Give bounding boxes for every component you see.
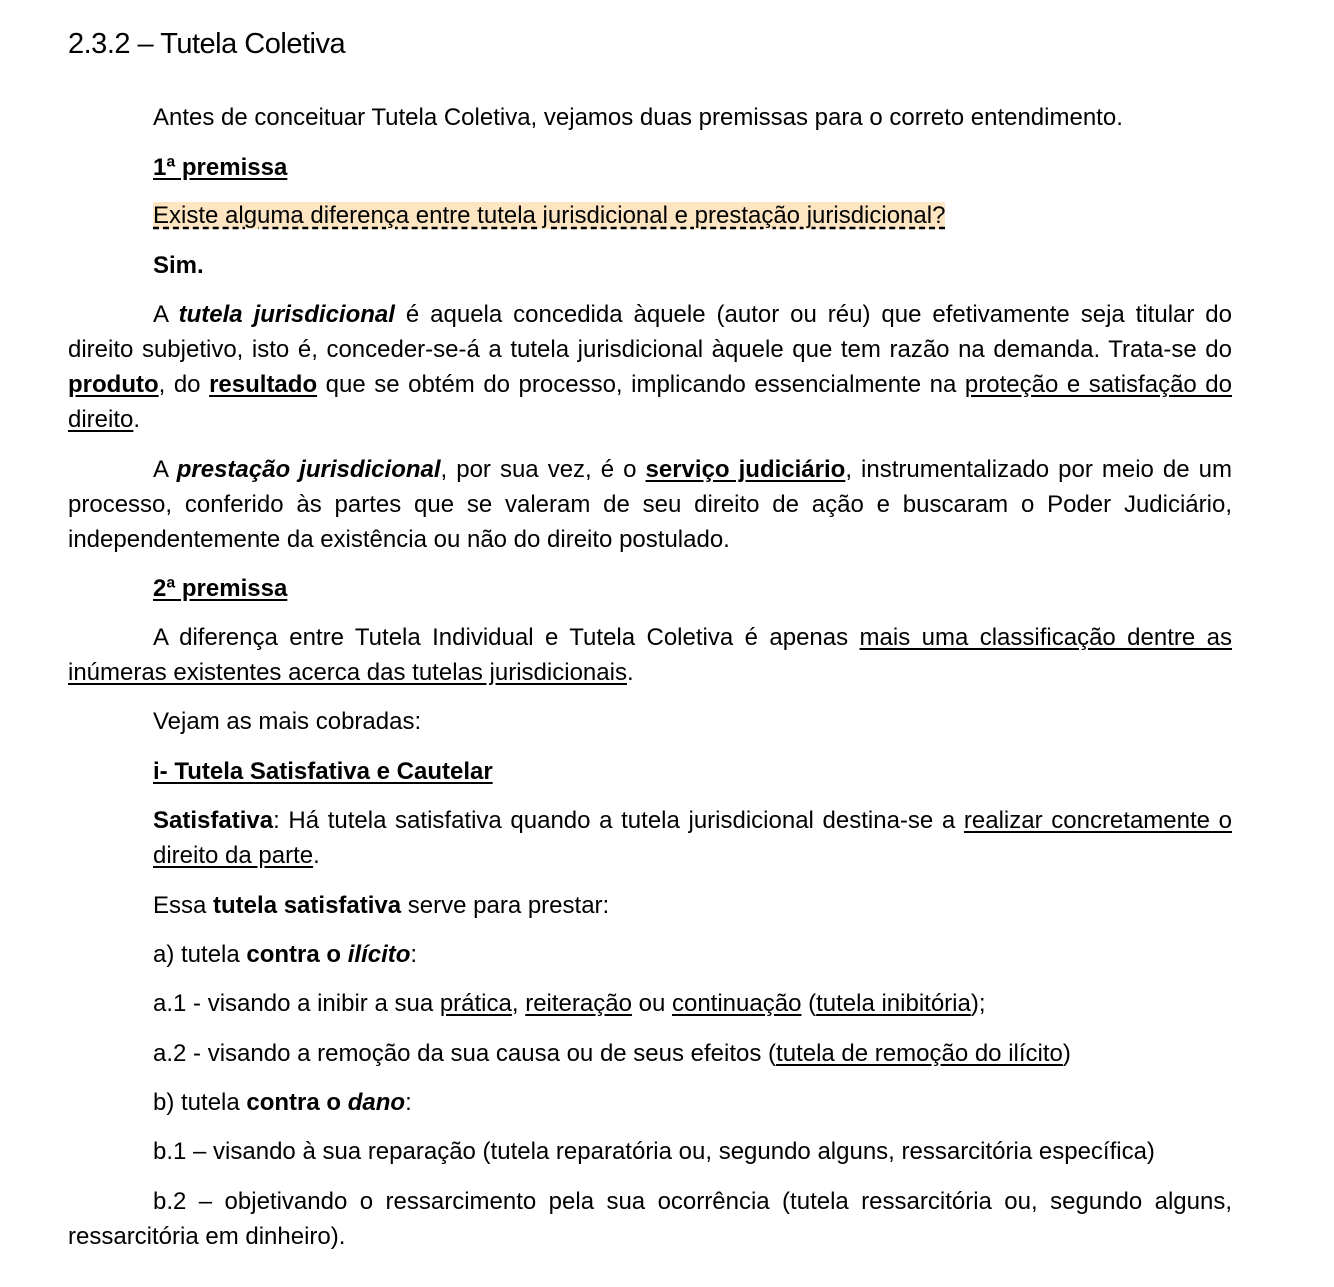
term-servico-judiciario: serviço judiciário bbox=[645, 456, 846, 483]
term-tutela-jurisdicional: tutela jurisdicional bbox=[178, 301, 395, 328]
section-i-title bbox=[153, 754, 1232, 789]
satisfativa-label: Satisfativa bbox=[153, 807, 274, 834]
term-resultado: resultado bbox=[209, 371, 318, 398]
premise-1-title bbox=[153, 150, 1232, 185]
section-i-title-text: i- Tutela Satisfativa e Cautelar bbox=[153, 758, 493, 785]
item-a: a) tutela contra o ilícito: bbox=[153, 941, 418, 968]
premise-1-answer: Sim. bbox=[153, 252, 204, 279]
term-prestacao-jurisdicional: prestação jurisdicional bbox=[176, 456, 441, 483]
item-b2: b.2 – objetivando o ressarcimento pela sua ocorrência (tutela ressarcitória ou, segundo alguns, ressarcitória em dinheiro). bbox=[68, 1188, 1232, 1250]
item-a1: a.1 - visando a inibir a sua prática, reiteração ou continuação (tutela inibitória); bbox=[153, 990, 986, 1017]
vejam-line: Vejam as mais cobradas: bbox=[153, 708, 422, 735]
premise-2-paragraph: A diferença entre Tutela Individual e Tutela Coletiva é apenas mais uma classificação dentre as inúmeras existentes acerca das tutelas jurisdicionais. bbox=[68, 624, 1232, 686]
realizar-underline: realizar concretamente o direito da parte bbox=[153, 807, 1232, 869]
item-b1: b.1 – visando à sua reparação (tutela reparatória ou, segundo alguns, ressarcitória específica) bbox=[153, 1138, 1155, 1165]
essa-line: Essa tutela satisfativa serve para prestar: bbox=[153, 892, 610, 919]
premise-1-question bbox=[153, 198, 1232, 233]
term-protecao: proteção e satisfação do direito bbox=[68, 371, 1232, 433]
premise-1-title-text: 1ª premissa bbox=[153, 154, 288, 181]
prestacao-paragraph: A prestação jurisdicional, por sua vez, é o serviço judiciário, instrumentalizado por meio de um processo, conferido às partes que se valeram de seu direito de ação e buscaram o Poder Judiciário, independentemente da existência ou não do direito postulado. bbox=[68, 456, 1233, 553]
classification-underline: mais uma classificação dentre as inúmeras existentes acerca das tutelas jurisdicionais bbox=[68, 624, 1232, 686]
tutela-paragraph: A tutela jurisdicional é aquela concedida àquele (autor ou réu) que efetivamente seja titular do direito subjetivo, isto é, conceder-se-á a tutela jurisdicional àquele que tem razão na demanda. Trata-se do produto, do resultado que se obtém do processo, implicando essencialmente na proteção e satisfação do direito. bbox=[68, 301, 1232, 433]
item-b: b) tutela contra o dano: bbox=[153, 1089, 412, 1116]
term-produto: produto bbox=[68, 371, 159, 398]
item-a2: a.2 - visando a remoção da sua causa ou de seus efeitos (tutela de remoção do ilícito) bbox=[153, 1040, 1071, 1067]
premise-2-title bbox=[153, 571, 1232, 606]
highlighted-question: Existe alguma diferença entre tutela jurisdicional e prestação jurisdicional? bbox=[153, 202, 946, 229]
premise-2-title-text: 2ª premissa bbox=[153, 575, 288, 602]
intro-paragraph: Antes de conceituar Tutela Coletiva, vejamos duas premissas para o correto entendimento. bbox=[153, 104, 1123, 131]
satisfativa-paragraph: Satisfativa: Há tutela satisfativa quando a tutela jurisdicional destina-se a realizar concretamente o direito da parte. bbox=[153, 807, 1232, 869]
section-heading: 2.3.2 – Tutela Coletiva bbox=[68, 28, 346, 60]
